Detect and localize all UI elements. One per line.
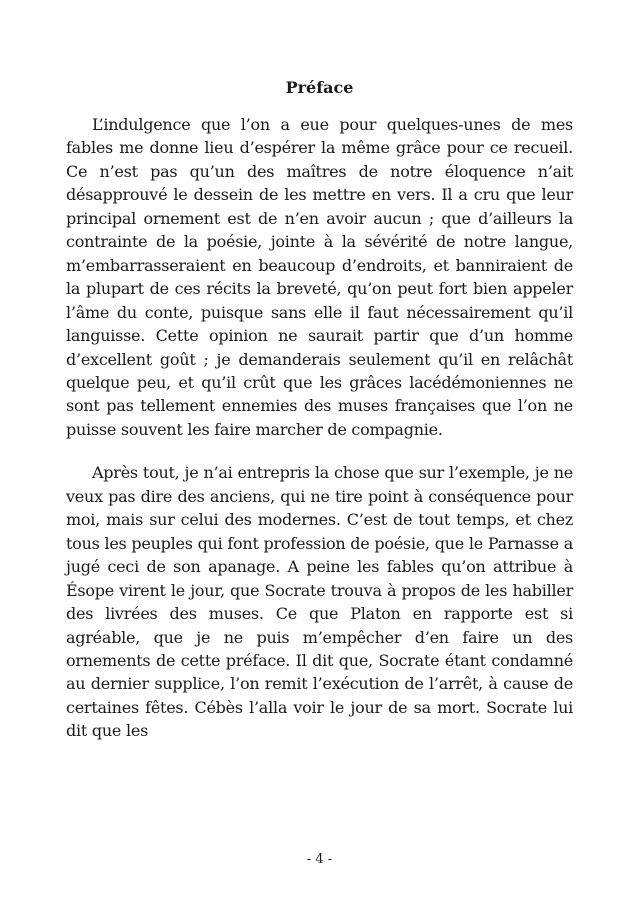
page-title: Préface xyxy=(285,78,354,97)
document-page xyxy=(66,0,573,903)
body-text xyxy=(66,113,573,743)
paragraph-2: Après tout, je n’ai entrepris la chose que sur l’exemple, je ne veux pas dire des anciens, qui ne tire point à conséquence pour moi, mais sur celui des modernes. C’est de tout temps, et chez tous les peuples qui font profession de poésie, que le Parnasse a jugé ceci de son apanage. A peine les fables qu’on attribue à Ésope virent le jour, que Socrate trouva à propos de les habiller des livrées des muses. Ce que Platon en rapporte est si agréable, que je ne puis m’empêcher d’en faire un des ornements de cette préface. Il dit que, Socrate étant condamné au dernier supplice, l’on remit l’exécution de l’arrêt, à cause de certaines fêtes. Cébès l’alla voir le jour de sa mort. Socrate lui dit que les xyxy=(66,463,573,741)
paragraph-1: L’indulgence que l’on a eue pour quelques-unes de mes fables me donne lieu d’espérer la même grâce pour ce recueil. Ce n’est pas qu’un des maîtres de notre éloquence n’ait désapprouvé le dessein de les mettre en vers. Il a cru que leur principal ornement est de n’en avoir aucun ; que d’ailleurs la contrainte de la poésie, jointe à la sévérité de notre langue, m’embarrasseraient en beaucoup d’endroits, et banniraient de la plupart de ces récits la breveté, qu’on peut fort bien appeler l’âme du conte, puisque sans elle il faut nécessairement qu’il languisse. Cette opinion ne saurait partir que d’un homme d’excellent goût ; je demanderais seulement qu’il en relâchât quelque peu, et qu’il crût que les grâces lacédémoniennes ne sont pas tellement ennemies des muses françaises que l’on ne puisse souvent les faire marcher de compagnie. xyxy=(66,115,573,439)
page-number: - 4 - xyxy=(306,852,333,867)
